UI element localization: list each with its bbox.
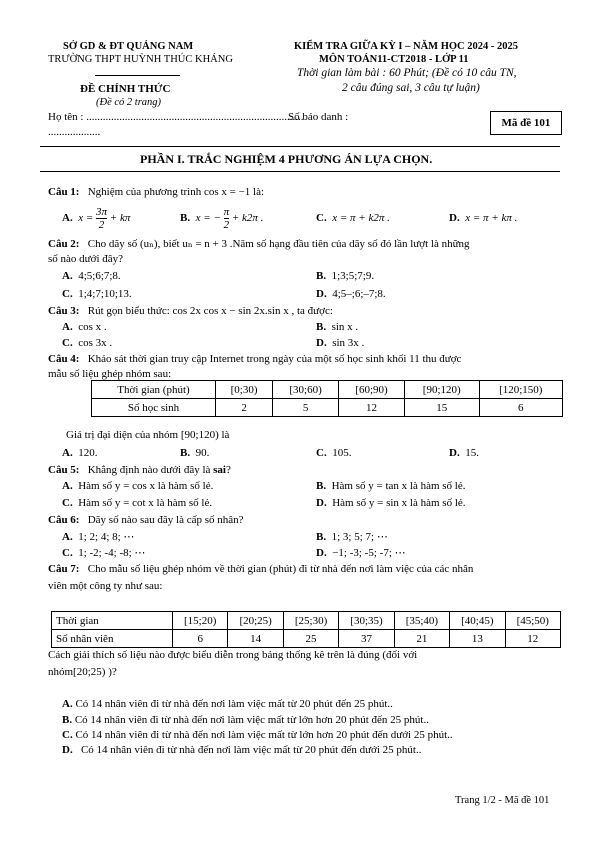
table-cell: 6	[173, 630, 228, 648]
name-field-cont: ...................	[48, 126, 101, 138]
q7-prompt: Cách giải thích số liệu nào được biểu diễn trong bảng thống kê trên là đúng (đối với	[48, 649, 418, 661]
part-rule	[40, 171, 560, 172]
q4-data-table	[91, 380, 563, 417]
table-cell: [35;40)	[394, 612, 449, 630]
question-6: Câu 6: Dãy số nào sau đây là cấp số nhân?	[48, 514, 244, 526]
q5-option-a[interactable]: A. Hàm số y = cos x là hàm số lẻ.	[62, 480, 214, 492]
table-cell: Thời gian (phút)	[92, 381, 216, 399]
q4-prompt: Giá trị đại diện của nhóm [90;120) là	[66, 429, 230, 441]
school-name: TRƯỜNG THPT HUỲNH THÚC KHÁNG	[48, 54, 233, 65]
question-1: Câu 1: Nghiệm của phương trình cos x = −1 là:	[48, 186, 265, 198]
table-cell: Số nhân viên	[52, 630, 173, 648]
q4-option-a[interactable]: A. 120.	[62, 447, 98, 459]
q5-option-d[interactable]: D. Hàm số y = sin x là hàm số lẻ.	[316, 497, 466, 509]
question-2: Câu 2: Cho dãy số (uₙ), biết uₙ = n + 3 .Năm số hạng đầu tiên của dãy số đó lần lượt là những	[48, 238, 470, 250]
table-cell: [25;30)	[283, 612, 338, 630]
table-cell: [90;120)	[404, 381, 479, 399]
q2-option-c[interactable]: C. 1;4;7;10;13.	[62, 288, 132, 300]
q6-option-b[interactable]: B. 1; 3; 5; 7; ⋯	[316, 531, 388, 543]
part-title: PHẦN I. TRẮC NGHIỆM 4 PHƯƠNG ÁN LỰA CHỌN.	[140, 152, 433, 166]
question-7: Câu 7: Cho mẫu số liệu ghép nhóm về thời gian (phút) đi từ nhà đến nơi làm việc của các nhân	[48, 563, 474, 575]
q1-option-d[interactable]: D. x = π + kπ .	[449, 212, 518, 224]
table-cell: 14	[228, 630, 283, 648]
header-divider	[95, 75, 180, 76]
question-7-cont: viên một công ty như sau:	[48, 580, 163, 592]
question-2-cont: số nào dưới đây?	[48, 253, 124, 265]
q3-option-a[interactable]: A. cos x .	[62, 321, 107, 333]
q3-option-b[interactable]: B. sin x .	[316, 321, 359, 333]
exam-code-box: Mã đề 101	[490, 111, 562, 135]
table-cell: 37	[339, 630, 394, 648]
exam-title: KIỂM TRA GIỮA KỲ I – NĂM HỌC 2024 - 2025	[294, 41, 519, 52]
table-row	[92, 381, 563, 399]
table-cell: 13	[450, 630, 505, 648]
dept-name: SỞ GD & ĐT QUẢNG NAM	[63, 41, 194, 52]
table-cell: [15;20)	[173, 612, 228, 630]
table-cell: 15	[404, 399, 479, 417]
q6-option-c[interactable]: C. 1; -2; -4; -8; ⋯	[62, 547, 146, 559]
table-row	[52, 612, 561, 630]
table-cell: [20;25)	[228, 612, 283, 630]
q7-data-table	[51, 611, 561, 648]
name-field: Họ tên : ...............................................................................	[48, 111, 304, 123]
q7-option-b[interactable]: B. Có 14 nhân viên đi từ nhà đến nơi làm việc mất từ lớn hơn 20 phút đến 25 phút..	[62, 714, 429, 726]
subject-title: MÔN TOÁN11-CT2018 - LỚP 11	[319, 54, 469, 65]
table-cell: [60;90)	[339, 381, 405, 399]
official-label: ĐỀ CHÍNH THỨC	[80, 83, 171, 95]
q5-option-c[interactable]: C. Hàm số y = cot x là hàm số lẻ.	[62, 497, 213, 509]
time-info: Thời gian làm bài : 60 Phút; (Đề có 10 câu TN,	[297, 67, 517, 79]
table-cell: [45;50)	[505, 612, 560, 630]
q7-option-a[interactable]: A. Có 14 nhân viên đi từ nhà đến nơi làm việc mất từ 20 phút đến 25 phút..	[62, 698, 393, 710]
table-cell: 21	[394, 630, 449, 648]
q1-option-b[interactable]: B. x = − $\frac{\pi}{2}$ + k2π .	[180, 206, 264, 231]
q1-option-c[interactable]: C. x = π + k2π .	[316, 212, 390, 224]
q7-prompt-cont: nhóm[20;25) )?	[48, 666, 117, 678]
table-cell: [30;35)	[339, 612, 394, 630]
q2-option-a[interactable]: A. 4;5;6;7;8.	[62, 270, 121, 282]
table-row	[92, 399, 563, 417]
q1-option-a[interactable]: A. x = $\frac{3\pi}{2}$ + kπ	[62, 206, 131, 231]
q7-option-d[interactable]: D. Có 14 nhân viên đi từ nhà đến nơi làm việc mất từ 20 phút đến dưới 25 phút..	[62, 744, 422, 756]
q2-option-d[interactable]: D. 4;5–;6;–7;8.	[316, 288, 386, 300]
q5-option-b[interactable]: B. Hàm số y = tan x là hàm số lẻ.	[316, 480, 466, 492]
table-cell: 6	[479, 399, 562, 417]
q3-option-c[interactable]: C. cos 3x .	[62, 337, 113, 349]
page-count: (Đề có 2 trang)	[96, 97, 162, 108]
q4-option-d[interactable]: D. 15.	[449, 447, 479, 459]
q6-option-a[interactable]: A. 1; 2; 4; 8; ⋯	[62, 531, 135, 543]
table-row	[52, 630, 561, 648]
table-cell: 12	[339, 399, 405, 417]
question-4: Câu 4: Khảo sát thời gian truy cập Internet trong ngày của một số học sinh khối 11 thu được	[48, 353, 462, 365]
q2-option-b[interactable]: B. 1;3;5;7;9.	[316, 270, 375, 282]
page-footer: Trang 1/2 - Mã đề 101	[455, 795, 550, 806]
q6-option-d[interactable]: D. −1; -3; -5; -7; ⋯	[316, 547, 406, 559]
question-3: Câu 3: Rút gọn biểu thức: cos 2x cos x − sin 2x.sin x , ta được:	[48, 305, 333, 317]
table-cell: [0;30)	[216, 381, 273, 399]
q3-option-d[interactable]: D. sin 3x .	[316, 337, 365, 349]
question-4-cont: mẫu số liệu ghép nhóm sau:	[48, 368, 172, 380]
q4-option-c[interactable]: C. 105.	[316, 447, 352, 459]
table-cell: Số học sinh	[92, 399, 216, 417]
q4-option-b[interactable]: B. 90.	[180, 447, 210, 459]
question-5: Câu 5: Khẳng định nào dưới đây là sai?	[48, 464, 231, 476]
table-cell: 5	[273, 399, 339, 417]
table-cell: 12	[505, 630, 560, 648]
candidate-number-label: Số báo danh :	[288, 111, 349, 123]
time-info-2: 2 câu đúng sai, 3 câu tự luận)	[342, 82, 480, 94]
table-cell: [30;60)	[273, 381, 339, 399]
table-cell: 25	[283, 630, 338, 648]
table-cell: Thời gian	[52, 612, 173, 630]
q7-option-c[interactable]: C. Có 14 nhân viên đi từ nhà đến nơi làm việc mất từ lớn hơn 20 phút đến dưới 25 phút..	[62, 729, 453, 741]
table-cell: [40;45)	[450, 612, 505, 630]
table-cell: 2	[216, 399, 273, 417]
top-rule	[40, 146, 560, 147]
table-cell: [120;150)	[479, 381, 562, 399]
